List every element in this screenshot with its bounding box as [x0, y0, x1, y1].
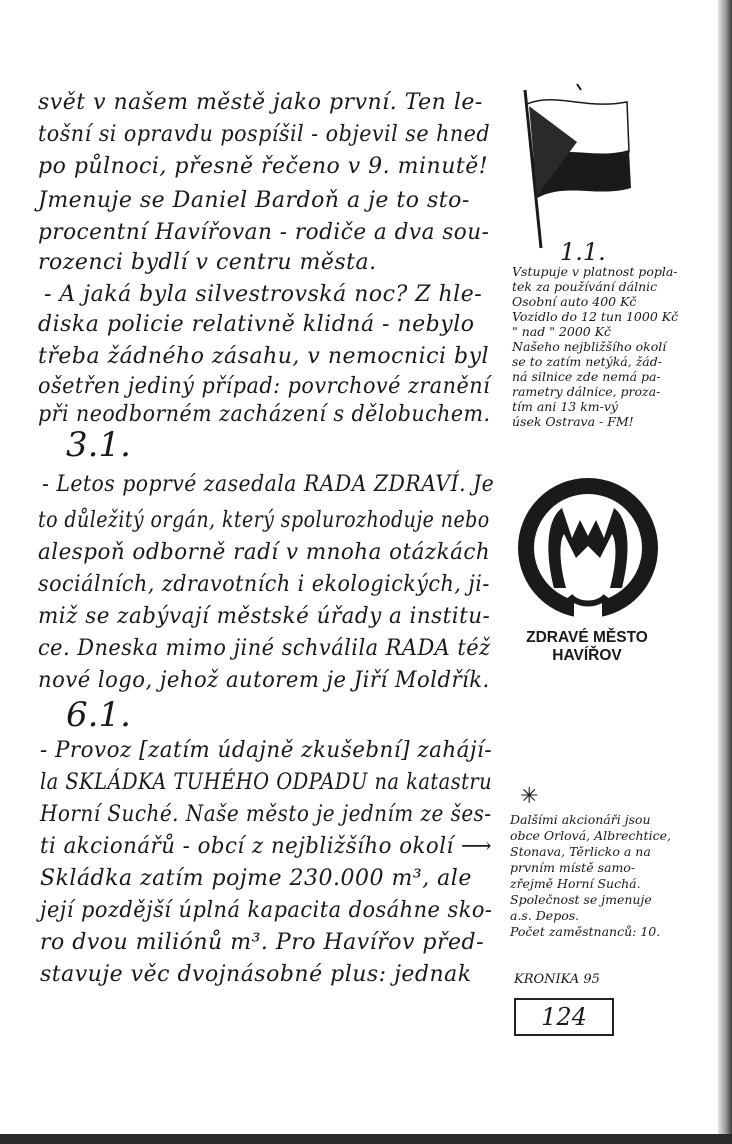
text-line: sociálních, zdravotních i ekologických, ji-: [38, 572, 490, 597]
text-line: to důležitý orgán, který spolurozhoduje nebo: [38, 508, 490, 533]
note-line: Osobní auto 400 Kč: [512, 294, 637, 309]
text-line: nové logo, jehož autorem je Jiří Moldřík.: [38, 668, 490, 693]
note-line: zřejmě Horní Suchá.: [510, 876, 641, 891]
text-line: třeba žádného zásahu, v nemocnici byl: [38, 344, 490, 369]
text-line: la SKLÁDKA TUHÉHO ODPADU na katastru: [40, 770, 493, 795]
text-line: ošetřen jediný případ: povrchové zranění: [38, 374, 491, 399]
text-line: Jmenuje se Daniel Bardoň a je to sto-: [38, 188, 470, 213]
note-line: tím ani 13 km-vý: [512, 399, 618, 414]
zdrave-mesto-logo: [514, 478, 662, 618]
note-line: se to zatím netýká, žád-: [512, 354, 662, 369]
text-line: procentní Havířovan - rodiče a dva sou-: [38, 220, 490, 245]
scanner-bottom-edge: [0, 1134, 732, 1144]
note-line: prvním místě samo-: [510, 860, 636, 875]
text-line: miž se zabývají městské úřady a institu-: [38, 604, 491, 629]
note-line: ná silnice zde nemá pa-: [512, 369, 661, 384]
note-line: úsek Ostrava - FM!: [512, 414, 634, 429]
text-line: při neodborném zacházení s dělobuchem.: [38, 402, 491, 427]
text-line: - Letos poprvé zasedala RADA ZDRAVÍ. Je: [42, 472, 495, 497]
date-heading: 3.1.: [66, 425, 131, 465]
text-line: - A jaká byla silvestrovská noc? Z hle-: [44, 282, 483, 307]
note-line: Společnost se jmenuje: [510, 892, 652, 907]
text-line: po půlnoci, přesně řečeno v 9. minutě!: [38, 154, 489, 179]
page-number: 124: [514, 998, 614, 1036]
czech-flag-drawing: [505, 80, 665, 260]
text-line: ce. Dneska mimo jiné schválila RADA též: [38, 636, 491, 661]
text-line: Skládka zatím pojme 230.000 m³, ale: [40, 866, 472, 891]
text-line: tošní si opravdu pospíšil - objevil se hned: [38, 122, 491, 147]
text-line: stavuje věc dvojnásobné plus: jednak: [40, 962, 472, 987]
text-line: diska policie relativně klidná - nebylo: [38, 312, 475, 337]
margin-date: 1.1.: [560, 238, 606, 266]
note-line: Vstupuje v platnost popla-: [512, 264, 678, 279]
page-edge-shadow: [718, 0, 732, 1144]
kronika-label: KRONIKA 95: [514, 972, 600, 987]
date-heading: 6.1.: [66, 695, 131, 735]
text-line: rozenci bydlí v centru města.: [38, 250, 377, 275]
text-line: Horní Suché. Naše město je jedním ze šes-: [40, 802, 492, 827]
note-line: " nad " 2000 Kč: [512, 324, 612, 339]
text-line: ro dvou miliónů m³. Pro Havířov před-: [40, 930, 485, 955]
text-line: - Provoz [zatím údajně zkušební] zahájí-: [40, 738, 493, 763]
text-line: alespoň odborně radí v mnoha otázkách: [38, 540, 491, 565]
note-line: tek za používání dálnic: [512, 279, 658, 294]
text-line: svět v našem městě jako první. Ten le-: [38, 90, 483, 115]
text-line: ti akcionářů - obcí z nejbližšího okolí ⟶: [40, 834, 493, 859]
note-line: Stonava, Těrlicko a na: [510, 844, 651, 859]
note-line: Vozidlo do 12 tun 1000 Kč: [512, 309, 679, 324]
logo-caption-line1: ZDRAVÉ MĚSTO: [526, 629, 648, 646]
note-line: Dalšími akcionáři jsou: [510, 812, 651, 827]
note-line: a.s. Depos.: [510, 908, 580, 923]
note-line: obce Orlová, Albrechtice,: [510, 828, 671, 843]
note-line: rametry dálnice, proza-: [512, 384, 661, 399]
asterisk-mark: ✳: [520, 784, 539, 809]
text-line: její pozdější úplná kapacita dosáhne sko-: [40, 898, 493, 923]
note-line: Počet zaměstnanců: 10.: [510, 924, 661, 939]
note-line: Našeho nejbližšího okolí: [512, 339, 667, 354]
logo-caption-line2: HAVÍŘOV: [552, 647, 622, 664]
